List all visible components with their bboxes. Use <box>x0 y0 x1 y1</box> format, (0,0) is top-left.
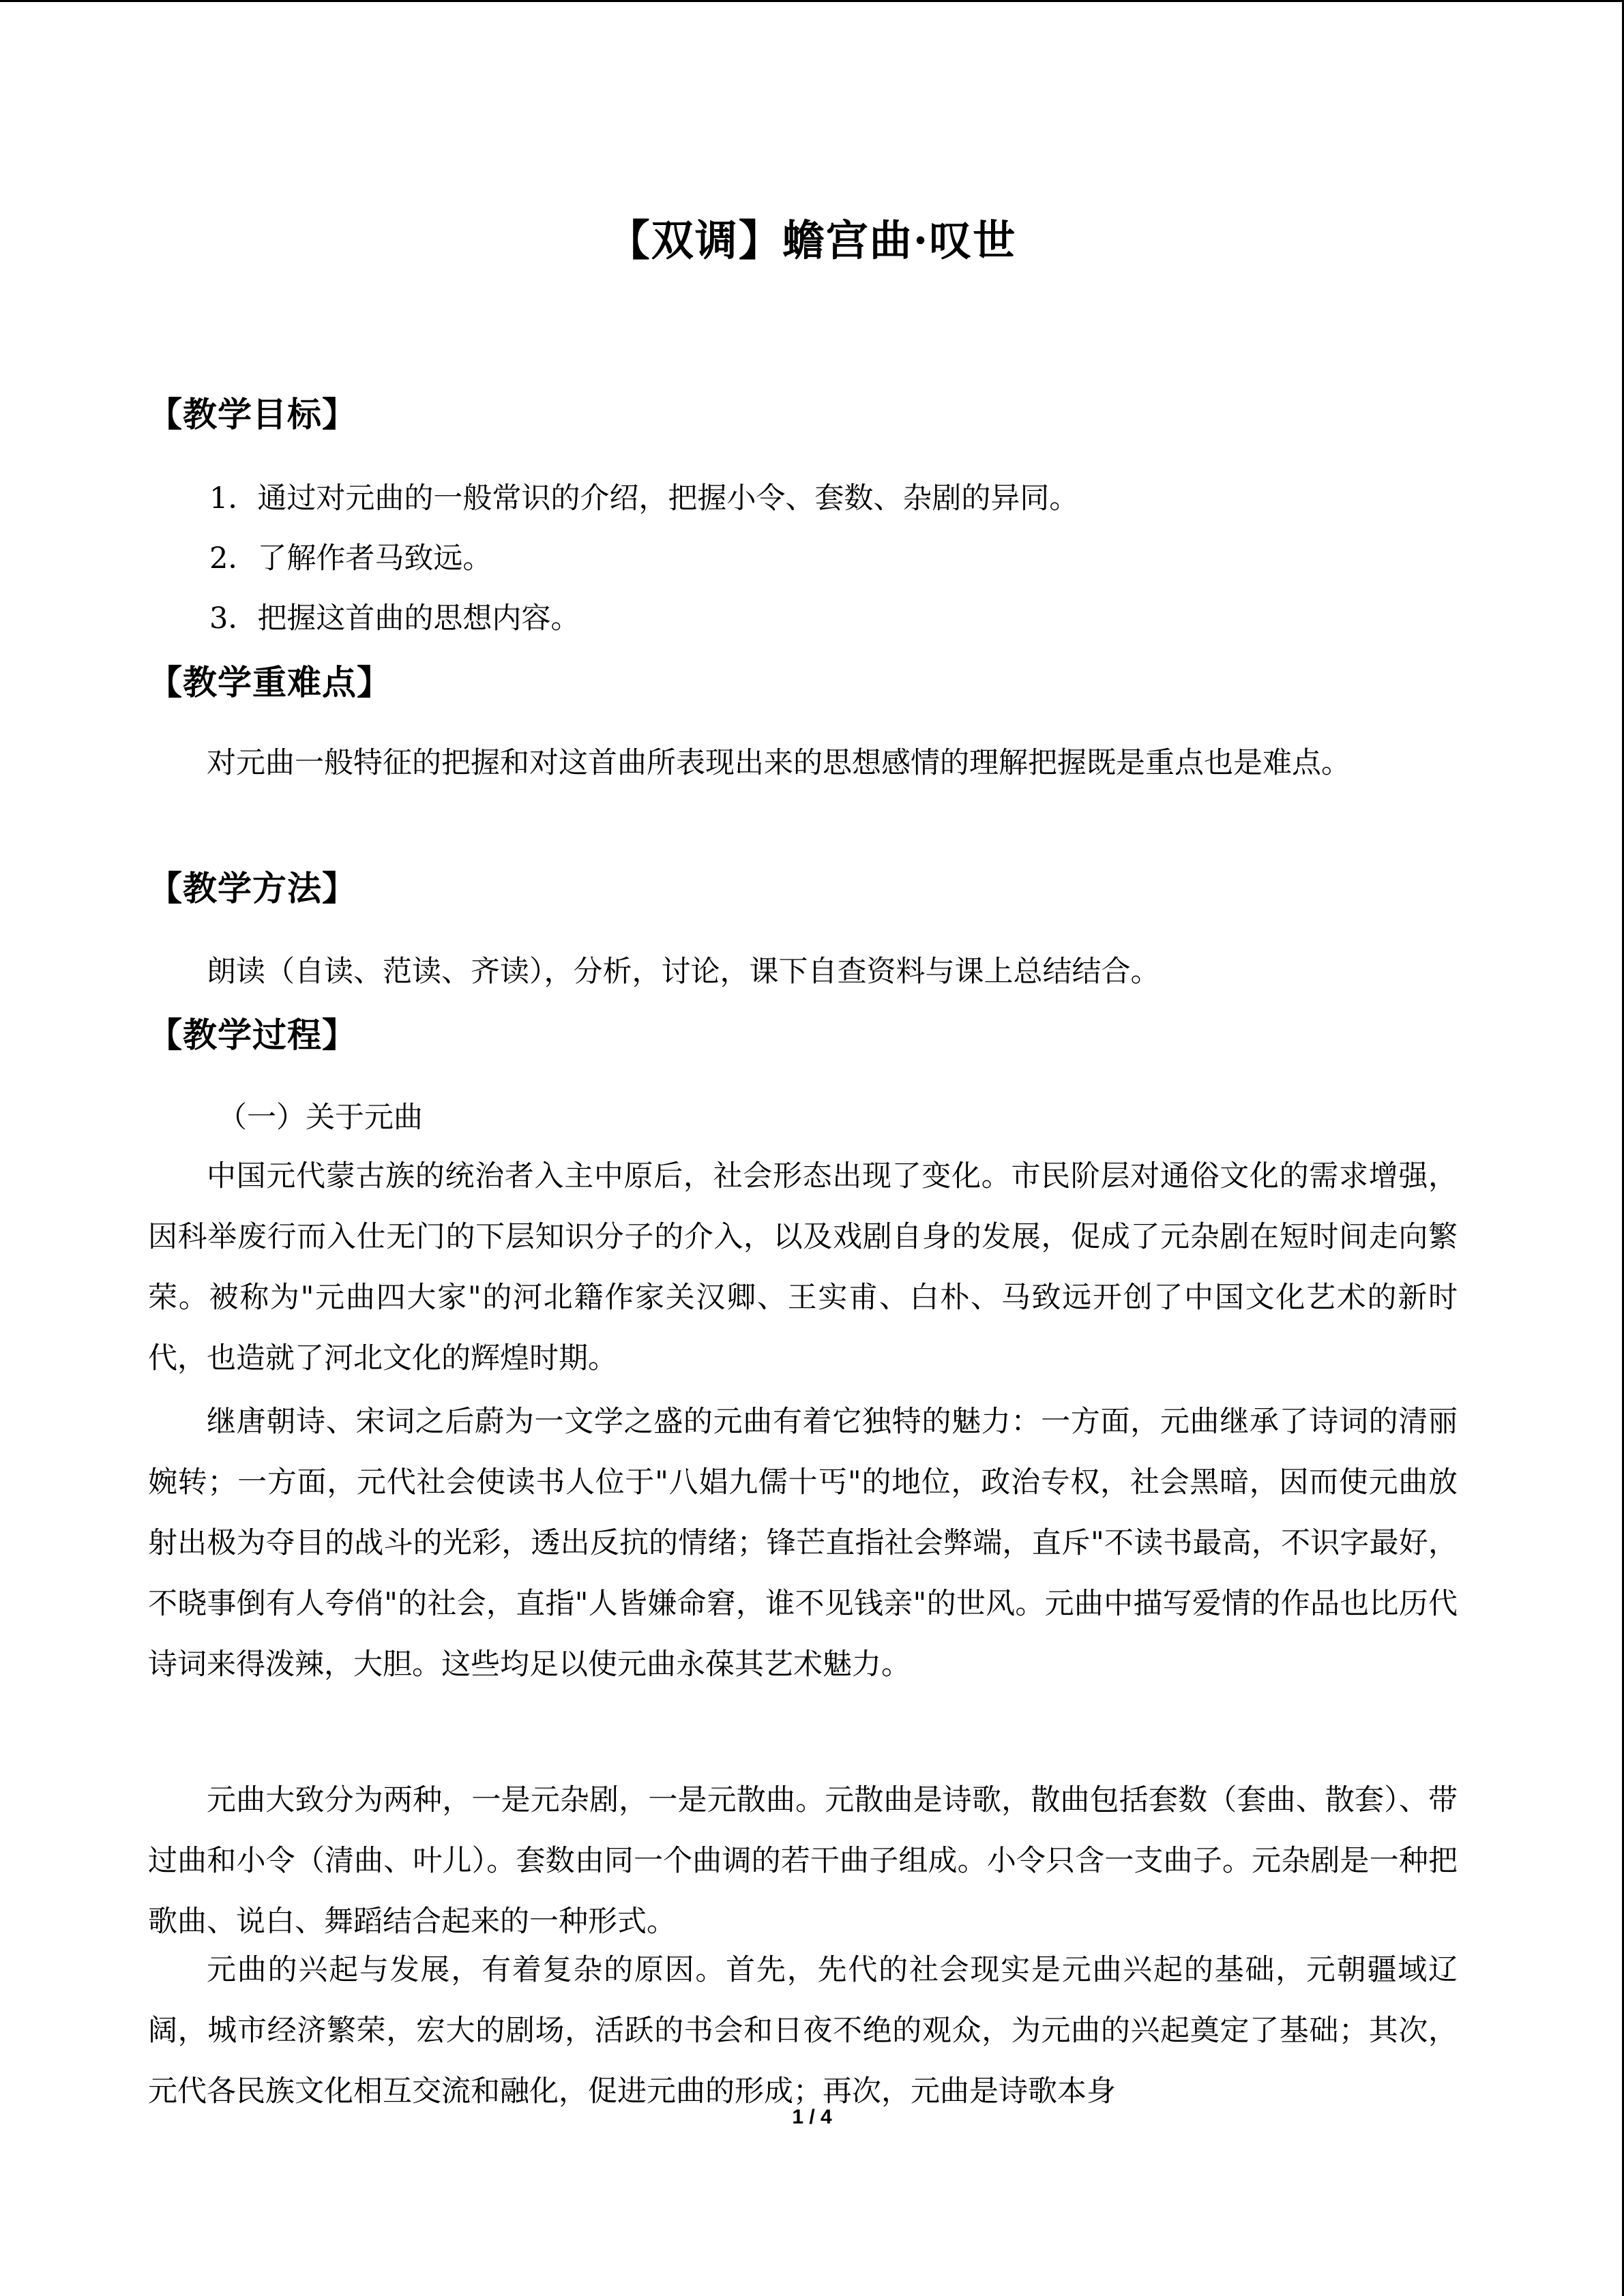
key-points-text: 对元曲一般特征的把握和对这首曲所表现出来的思想感情的理解把握既是重点也是难点。 <box>207 746 1350 780</box>
heading-objectives: 【教学目标】 <box>148 394 357 434</box>
process-paragraph-1: 中国元代蒙古族的统治者入主中原后，社会形态出现了变化。市民阶层对通俗文化的需求增强，因科举废行而入仕无门的下层知识分子的介入，以及戏剧自身的发展，促成了元杂剧在短时间走向繁荣。被称为"元曲四大家"的河北籍作家关汉卿、王实甫、白朴、马致远开创了中国文化艺术的新时代，也造就了河北文化的辉煌时期。 <box>148 1159 1458 1375</box>
process-paragraph-3: 元曲大致分为两种，一是元杂剧，一是元散曲。元散曲是诗歌，散曲包括套数（套曲、散套）、带过曲和小令（清曲、叶儿）。套数由同一个曲调的若干曲子组成。小令只含一支曲子。元杂剧是一种把歌曲、说白、舞蹈结合起来的一种形式。 <box>148 1783 1458 1939</box>
objective-item-3: 3．把握这首曲的思想内容。 <box>209 601 580 636</box>
methods-text: 朗读（自读、范读、齐读），分析，讨论，课下自查资料与课上总结结合。 <box>207 955 1160 989</box>
process-paragraph-4: 元曲的兴起与发展，有着复杂的原因。首先，先代的社会现实是元曲兴起的基础，元朝疆域辽阔，城市经济繁荣，宏大的剧场，活跃的书会和日夜不绝的观众，为元曲的兴起奠定了基础；其次，元代各民族文化相互交流和融化，促进元曲的形成；再次，元曲是诗歌本身 <box>148 1953 1458 2108</box>
objective-item-1: 1．通过对元曲的一般常识的介绍，把握小令、套数、杂剧的异同。 <box>209 481 1079 516</box>
process-paragraph-2: 继唐朝诗、宋词之后蔚为一文学之盛的元曲有着它独特的魅力：一方面，元曲继承了诗词的清丽婉转；一方面，元代社会使读书人位于"八娼九儒十丐"的地位，政治专权，社会黑暗，因而使元曲放射出极为夺目的战斗的光彩，透出反抗的情绪；锋芒直指社会弊端，直斥"不读书最高，不识字最好，不晓事倒有人夸俏"的社会，直指"人皆嫌命窘，谁不见钱亲"的世风。元曲中描写爱情的作品也比历代诗词来得泼辣，大胆。这些均足以使元曲永葆其艺术魅力。 <box>148 1405 1458 1682</box>
heading-process: 【教学过程】 <box>148 1015 357 1055</box>
page-number: 1 / 4 <box>792 2106 832 2128</box>
heading-methods: 【教学方法】 <box>148 868 357 908</box>
document-title: 【双调】蟾宫曲·叹世 <box>607 215 1017 265</box>
heading-key-points: 【教学重难点】 <box>148 662 392 702</box>
process-subheading: （一）关于元曲 <box>218 1101 423 1135</box>
objective-item-2: 2．了解作者马致远。 <box>209 541 492 576</box>
